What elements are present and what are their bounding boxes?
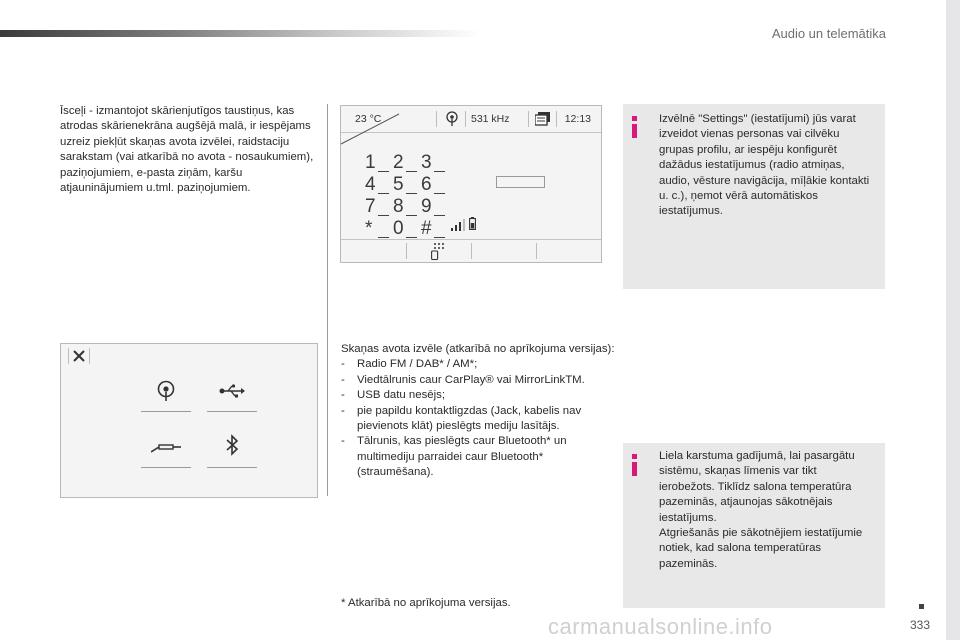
info-icon [632, 454, 637, 459]
callout-line [341, 106, 601, 146]
column-divider [327, 104, 328, 496]
source-intro: Skaņas avota izvēle (atkarībā no aprīkojuma versijas): [341, 343, 615, 355]
dialpad-grid-icon[interactable] [431, 242, 445, 265]
list-item: - Radio FM / DAB* / AM*; [341, 358, 478, 371]
list-item: - USB datu nesējs; [341, 389, 446, 402]
watermark: carmanualsonline.info [548, 614, 773, 639]
radio-icon [156, 380, 176, 407]
media-top-bar [61, 344, 317, 366]
bluetooth-icon [225, 434, 239, 461]
key-5[interactable]: 5 [393, 174, 423, 196]
info-icon [632, 116, 637, 121]
signal-icon [451, 218, 465, 236]
key-6[interactable]: 6 [421, 174, 451, 196]
info-box-temperature [623, 443, 885, 608]
key-star[interactable]: * [365, 218, 395, 240]
page-number: 333 [909, 618, 930, 632]
source-usb-button[interactable] [207, 366, 257, 412]
info-box-settings [623, 104, 885, 289]
key-3[interactable]: 3 [421, 152, 451, 174]
page-edge-tab [946, 0, 960, 640]
header-gradient-bar [0, 30, 480, 37]
key-7[interactable]: 7 [365, 196, 395, 218]
key-1[interactable]: 1 [365, 152, 395, 174]
page-marker [919, 604, 924, 609]
key-0[interactable]: 0 [393, 218, 423, 240]
number-field[interactable] [496, 176, 545, 188]
key-hash[interactable]: # [421, 218, 451, 240]
key-9[interactable]: 9 [421, 196, 451, 218]
shortcuts-paragraph: Īsceļi - izmantojot skārienjutīgos taustiņus, kas atrodas skārienekrāna augšējā malā, ir iespējams uzreiz piekļūt skaņas avota izvēlei, raidstaciju sarakstam (vai atkarībā no avota - nosaukumiem), paziņojumiem, e-pasta ziņām, karšu atjauninājumiem u.tml. paziņojumiem. [60, 105, 314, 195]
source-selection-text [341, 342, 616, 481]
source-aux-button[interactable] [141, 422, 191, 468]
source-radio-button[interactable] [141, 366, 191, 412]
source-bluetooth-button[interactable] [207, 422, 257, 468]
close-icon[interactable] [73, 349, 85, 367]
list-item: - Tālrunis, kas pieslēgts caur Bluetooth* un multimediju parraidei caur Bluetooth* (straumēšana). [341, 435, 567, 479]
frequency-readout: 531 kHz [471, 113, 510, 125]
usb-icon [219, 384, 245, 403]
battery-icon [469, 217, 476, 235]
temperature-readout: 23 °C [355, 113, 382, 125]
key-8[interactable]: 8 [393, 196, 423, 218]
dialpad-screen [340, 105, 602, 263]
clock-readout: 12:13 [564, 113, 591, 125]
info-text: Izvēlnē "Settings" (iestatījumi) jūs varat izveidot vienas personas vai cilvēku grupas profilu, ar iespēju konfigurēt dažādus iestatījumus (radio atmiņas, audio, vēsture navigācija, mīļākie kontakti u. c.), ņemot vērā automātiskos iestatījumus. [659, 113, 870, 218]
dialpad-bottom-bar [341, 239, 601, 262]
list-item: - pie papildu kontaktligzdas (Jack, kabelis nav pievienots klāt) pieslēgts mediju lasītājs. [341, 404, 582, 433]
media-source-screen [60, 343, 318, 498]
footnote: * Atkarībā no aprīkojuma versijas. [341, 597, 511, 609]
key-2[interactable]: 2 [393, 152, 423, 174]
key-4[interactable]: 4 [365, 174, 395, 196]
section-title: Audio un telemātika [771, 26, 886, 41]
aux-jack-icon [151, 440, 181, 459]
info-text: Liela karstuma gadījumā, lai pasargātu sistēmu, skaņas līmenis var tikt ierobežots. Tiklīdz salona temperatūra pazeminās, atjaunojas sākotnējais iestatījums. Atgriešanās pie sākotnējiem iestatījumie notiek, kad salona temperatūras pazeminās. [659, 450, 863, 570]
list-item: - Viedtālrunis caur CarPlay® vai MirrorLinkTM. [341, 373, 585, 386]
